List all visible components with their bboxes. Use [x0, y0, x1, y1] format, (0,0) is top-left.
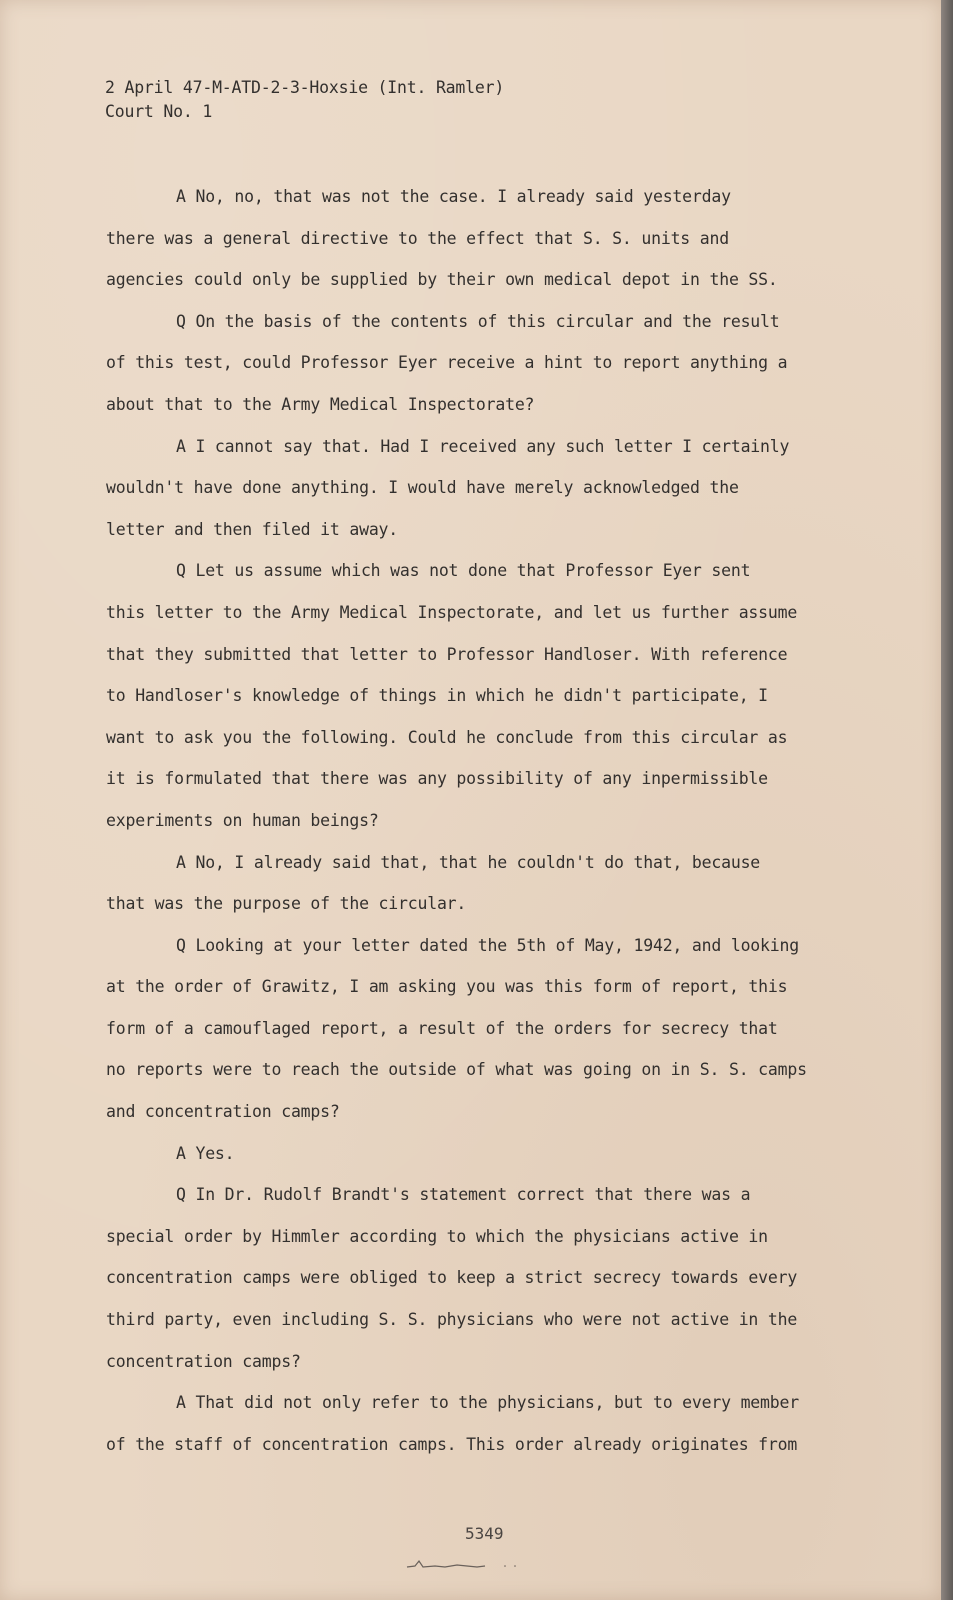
- transcript-line: that was the purpose of the circular.: [106, 894, 467, 914]
- transcript-line: to Handloser's knowledge of things in which he didn't participate, I: [106, 686, 768, 706]
- page-edge-shadow: [941, 0, 953, 1600]
- transcript-line: that they submitted that letter to Professor Handloser. With reference: [106, 644, 788, 664]
- transcript-line: A Yes.: [176, 1143, 235, 1163]
- transcript-line: there was a general directive to the effect that S. S. units and: [106, 228, 729, 248]
- header-line-2: Court No. 1: [105, 102, 213, 121]
- page-number: 5349: [465, 1524, 504, 1543]
- header-line-1: 2 April 47-M-ATD-2-3-Hoxsie (Int. Ramler): [105, 78, 505, 97]
- transcript-line: this letter to the Army Medical Inspectorate, and let us further assume: [106, 602, 798, 622]
- transcript-line: special order by Himmler according to which the physicians active in: [106, 1226, 768, 1246]
- transcript-line: and concentration camps?: [106, 1102, 340, 1122]
- transcript-line: form of a camouflaged report, a result of the orders for secrecy that: [106, 1018, 778, 1038]
- ink-mark-icon: [405, 1558, 525, 1570]
- transcript-line: third party, even including S. S. physicians who were not active in the: [106, 1310, 798, 1330]
- transcript-line: at the order of Grawitz, I am asking you was this form of report, this: [106, 977, 788, 997]
- transcript-line: agencies could only be supplied by their own medical depot in the SS.: [106, 270, 778, 290]
- transcript-line: want to ask you the following. Could he conclude from this circular as: [106, 727, 788, 747]
- transcript-line: Q Looking at your letter dated the 5th of May, 1942, and looking: [176, 935, 799, 955]
- transcript-line: Q In Dr. Rudolf Brandt's statement correct that there was a: [176, 1185, 751, 1205]
- transcript-line: about that to the Army Medical Inspectorate?: [106, 394, 535, 414]
- transcript-line: of this test, could Professor Eyer receive a hint to report anything a: [106, 353, 788, 373]
- document-header: [105, 76, 504, 124]
- transcript-line: A No, I already said that, that he couldn't do that, because: [176, 852, 761, 872]
- transcript-line: of the staff of concentration camps. This order already originates from: [106, 1434, 798, 1454]
- transcript-line: concentration camps were obliged to keep a strict secrecy towards every: [106, 1268, 798, 1288]
- transcript-line: it is formulated that there was any possibility of any inpermissible: [106, 769, 768, 789]
- transcript-line: A That did not only refer to the physicians, but to every member: [176, 1393, 799, 1413]
- transcript-line: experiments on human beings?: [106, 810, 379, 830]
- transcript-body: [106, 176, 836, 1465]
- transcript-line: A No, no, that was not the case. I already said yesterday: [176, 187, 731, 206]
- transcript-line: Q Let us assume which was not done that Professor Eyer sent: [176, 561, 751, 581]
- transcript-line: no reports were to reach the outside of what was going on in S. S. camps: [106, 1060, 807, 1080]
- transcript-line: Q On the basis of the contents of this circular and the result: [176, 311, 780, 331]
- transcript-line: letter and then filed it away.: [106, 519, 399, 539]
- transcript-line: A I cannot say that. Had I received any such letter I certainly: [176, 436, 790, 456]
- transcript-line: concentration camps?: [106, 1351, 301, 1371]
- transcript-line: wouldn't have done anything. I would have merely acknowledged the: [106, 478, 739, 498]
